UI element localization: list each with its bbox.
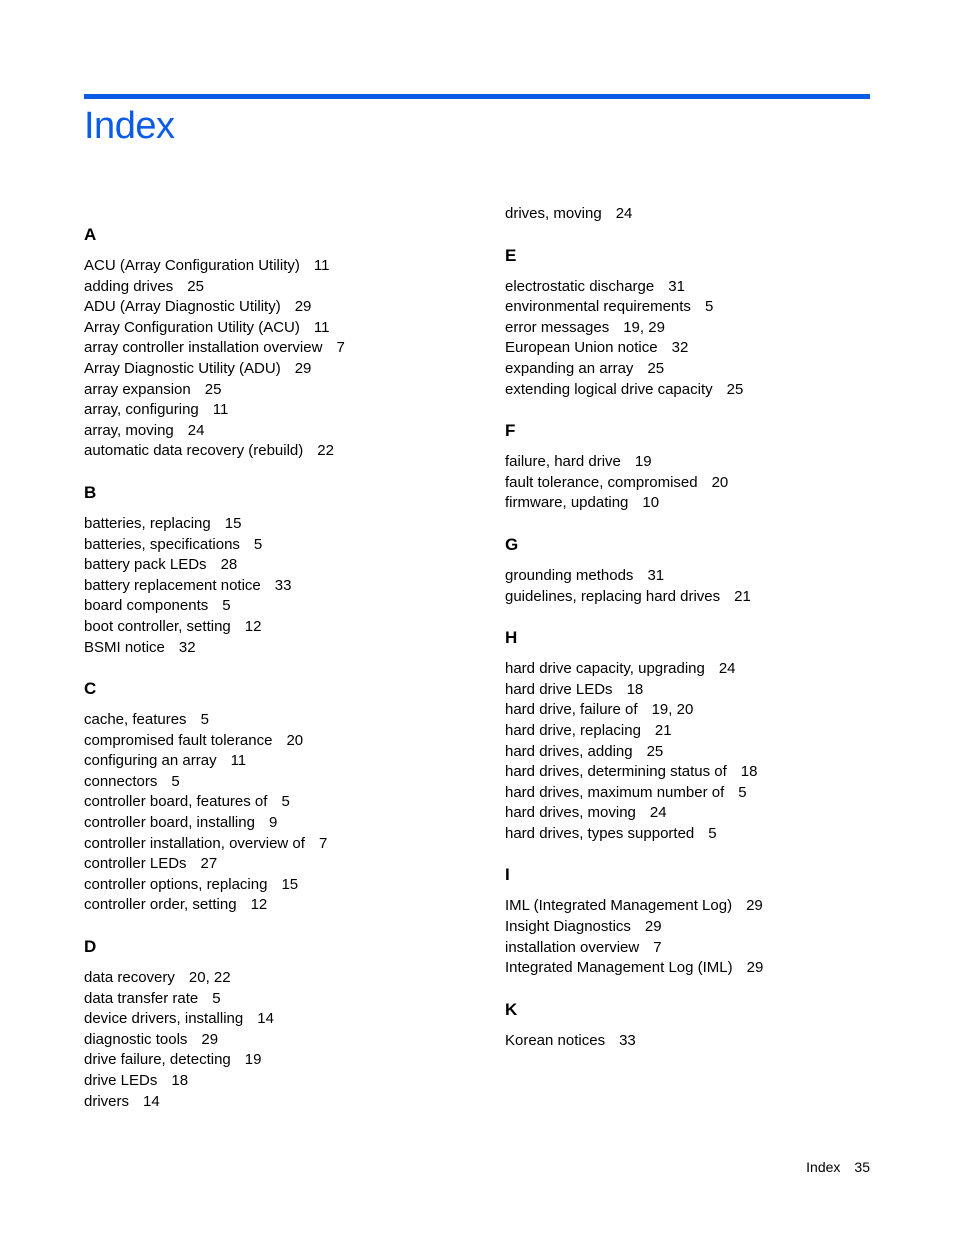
index-entry <box>84 1050 484 1071</box>
index-term: controller board, installing <box>84 814 255 832</box>
index-term: error messages <box>505 318 610 336</box>
index-entry <box>84 772 484 793</box>
index-column-left <box>84 224 484 1132</box>
index-entry <box>84 968 484 989</box>
page-title: Index <box>84 105 175 147</box>
page-reference[interactable]: 25 <box>726 380 744 398</box>
index-term: boot controller, setting <box>84 617 231 635</box>
index-term: compromised fault tolerance <box>84 731 273 749</box>
index-term: battery pack LEDs <box>84 556 207 574</box>
index-entry <box>84 338 484 359</box>
index-term: data transfer rate <box>84 989 199 1007</box>
index-entry <box>505 452 905 473</box>
index-entry <box>84 1092 484 1113</box>
index-term: hard drives, maximum number of <box>505 783 725 801</box>
index-entry <box>84 854 484 875</box>
index-term: array, moving <box>84 421 174 439</box>
index-entry <box>505 659 905 680</box>
index-entry <box>505 277 905 298</box>
index-column-right <box>505 204 905 1071</box>
index-entry <box>84 1009 484 1030</box>
index-entry <box>505 742 905 763</box>
index-entry <box>505 721 905 742</box>
index-entry <box>505 680 905 701</box>
page-reference[interactable]: 11 <box>230 752 247 770</box>
page-reference[interactable]: 33 <box>274 576 292 594</box>
index-entry <box>505 824 905 845</box>
index-term: adding drives <box>84 277 174 295</box>
page-reference[interactable]: 18 <box>626 680 644 698</box>
footer-label: Index <box>806 1159 841 1175</box>
index-term: drives, moving <box>505 205 602 222</box>
index-entry <box>505 917 905 938</box>
index-entry <box>84 256 484 277</box>
index-term: controller options, replacing <box>84 875 268 893</box>
page-reference[interactable]: 14 <box>143 1092 160 1110</box>
index-term: hard drives, determining status of <box>505 763 727 781</box>
page-reference[interactable]: 7 <box>336 339 345 357</box>
index-entry <box>505 700 905 721</box>
continued-entries <box>505 204 905 225</box>
index-entry <box>505 1031 905 1052</box>
index-entry <box>84 359 484 380</box>
index-entry <box>505 958 905 979</box>
index-term: board components <box>84 597 209 615</box>
index-term: extending logical drive capacity <box>505 380 713 398</box>
index-group <box>505 245 905 401</box>
page-reference[interactable]: 18 <box>740 763 758 781</box>
page-reference[interactable]: 5 <box>708 824 717 842</box>
index-entry <box>84 576 484 597</box>
index-entry <box>505 493 905 514</box>
page-reference[interactable]: 32 <box>178 638 196 656</box>
index-entry <box>84 813 484 834</box>
index-term: batteries, specifications <box>84 535 240 553</box>
page-reference[interactable]: 29 <box>294 359 312 377</box>
page-reference[interactable]: 27 <box>200 855 218 873</box>
index-term: connectors <box>84 772 158 790</box>
page-reference[interactable]: 20, 22 <box>188 969 231 987</box>
index-term: cache, features <box>84 711 187 729</box>
index-entry <box>84 617 484 638</box>
page-reference[interactable]: 15 <box>224 514 242 532</box>
index-term: hard drives, moving <box>505 804 636 822</box>
page-reference[interactable]: 29 <box>746 897 763 915</box>
page-reference[interactable]: 33 <box>619 1031 636 1049</box>
index-term: ADU (Array Diagnostic Utility) <box>84 298 281 316</box>
index-term: controller LEDs <box>84 855 187 873</box>
index-term: hard drive, replacing <box>505 721 641 739</box>
index-term: drive LEDs <box>84 1072 158 1089</box>
index-entry <box>505 297 905 318</box>
index-term: hard drive, failure of <box>505 701 638 719</box>
index-letter-heading: C <box>84 679 97 699</box>
index-term: hard drives, types supported <box>505 824 695 842</box>
page-reference[interactable]: 11 <box>212 401 229 419</box>
page-reference[interactable]: 32 <box>671 339 689 357</box>
page-reference[interactable]: 20 <box>286 731 304 749</box>
page-reference[interactable]: 12 <box>250 896 268 914</box>
index-entry <box>505 380 905 401</box>
page-reference[interactable]: 11 <box>313 257 330 274</box>
index-term: European Union notice <box>505 339 658 357</box>
index-term: fault tolerance, compromised <box>505 473 698 491</box>
index-entry <box>505 359 905 380</box>
index-entry <box>84 514 484 535</box>
index-group <box>505 627 905 844</box>
page-reference[interactable]: 31 <box>668 277 685 295</box>
index-term: array, configuring <box>84 401 199 419</box>
index-entry <box>84 596 484 617</box>
index-term: Insight Diagnostics <box>505 918 631 936</box>
index-entry <box>84 834 484 855</box>
page-reference[interactable]: 11 <box>313 318 330 336</box>
index-term: data recovery <box>84 969 175 987</box>
index-term: array controller installation overview <box>84 339 323 357</box>
page-reference[interactable]: 5 <box>171 772 180 790</box>
index-entry <box>84 318 484 339</box>
index-entry <box>84 1071 484 1092</box>
page-reference[interactable]: 5 <box>704 298 714 316</box>
page-reference[interactable]: 21 <box>734 587 751 605</box>
index-term: environmental requirements <box>505 298 691 316</box>
page-reference[interactable]: 24 <box>649 804 667 822</box>
index-term: hard drives, adding <box>505 742 633 760</box>
page-reference[interactable]: 7 <box>653 938 662 956</box>
index-term: BSMI notice <box>84 638 165 656</box>
index-letter-heading: H <box>505 628 518 648</box>
page-reference[interactable]: 19, 29 <box>623 318 665 336</box>
index-letter-heading: I <box>505 865 510 885</box>
index-term: device drivers, installing <box>84 1010 244 1028</box>
index-group <box>505 864 905 978</box>
page-reference[interactable]: 10 <box>642 494 660 512</box>
index-term: drive failure, detecting <box>84 1051 231 1069</box>
index-term: hard drive capacity, upgrading <box>505 660 705 678</box>
page-reference[interactable]: 5 <box>253 535 263 553</box>
index-entry <box>505 204 905 225</box>
index-term: controller order, setting <box>84 896 237 914</box>
index-entry <box>84 535 484 556</box>
index-entry <box>84 1030 484 1051</box>
index-term: automatic data recovery (rebuild) <box>84 442 304 460</box>
index-entry <box>84 555 484 576</box>
index-term: hard drive LEDs <box>505 680 613 698</box>
index-entry <box>84 400 484 421</box>
index-entry <box>84 710 484 731</box>
page-reference[interactable]: 21 <box>654 721 672 739</box>
index-letter-heading: E <box>505 245 517 265</box>
page-reference[interactable]: 5 <box>212 989 221 1007</box>
index-term: electrostatic discharge <box>505 277 655 295</box>
page-reference[interactable]: 9 <box>268 814 278 832</box>
index-entry <box>84 875 484 896</box>
page-reference[interactable]: 5 <box>738 783 747 801</box>
index-entry <box>84 277 484 298</box>
page-reference[interactable]: 24 <box>187 421 205 439</box>
index-letter-heading: A <box>84 225 97 244</box>
index-term: expanding an array <box>505 359 634 377</box>
index-group <box>84 678 484 916</box>
page-reference[interactable]: 7 <box>318 834 328 852</box>
page-reference[interactable]: 19, 20 <box>651 701 694 719</box>
page-reference[interactable]: 25 <box>187 277 204 295</box>
page-reference[interactable]: 22 <box>317 442 334 460</box>
page-reference[interactable]: 19 <box>634 453 652 471</box>
index-entry <box>84 731 484 752</box>
page-reference[interactable]: 5 <box>281 793 290 811</box>
index-term: Array Configuration Utility (ACU) <box>84 318 300 336</box>
page-footer <box>806 1158 870 1176</box>
index-letter-heading: K <box>505 999 518 1019</box>
index-term: Array Diagnostic Utility (ADU) <box>84 359 281 377</box>
page-reference[interactable]: 24 <box>615 205 633 222</box>
index-group <box>84 482 484 658</box>
title-rule <box>84 94 870 99</box>
page-reference[interactable]: 14 <box>257 1010 274 1028</box>
index-letter-heading: B <box>84 482 97 502</box>
index-entry <box>505 803 905 824</box>
index-term: IML (Integrated Management Log) <box>505 897 733 915</box>
index-term: grounding methods <box>505 566 634 584</box>
index-entry <box>505 473 905 494</box>
index-entry <box>84 751 484 772</box>
index-entry <box>505 566 905 587</box>
index-term: failure, hard drive <box>505 453 621 471</box>
index-entry <box>84 638 484 659</box>
page-reference[interactable]: 29 <box>294 298 312 316</box>
index-group <box>505 999 905 1052</box>
index-term: drivers <box>84 1092 130 1110</box>
page-reference[interactable]: 25 <box>646 742 664 760</box>
index-entry <box>84 297 484 318</box>
page-reference[interactable]: 24 <box>718 660 736 678</box>
index-letter-heading: D <box>84 937 97 957</box>
page-reference[interactable]: 29 <box>201 1030 219 1048</box>
index-entry <box>505 783 905 804</box>
index-group <box>84 936 484 1112</box>
index-letter-heading: G <box>505 534 519 554</box>
page-reference[interactable]: 25 <box>647 359 665 377</box>
index-entry <box>505 338 905 359</box>
index-entry <box>84 895 484 916</box>
index-term: array expansion <box>84 380 191 398</box>
index-group <box>84 224 484 462</box>
index-term: controller installation, overview of <box>84 834 305 852</box>
index-entry <box>505 318 905 339</box>
page-reference[interactable]: 5 <box>222 597 231 615</box>
page-reference[interactable]: 12 <box>244 617 262 635</box>
index-entry <box>84 792 484 813</box>
index-term: Korean notices <box>505 1031 606 1049</box>
index-letter-heading: F <box>505 421 516 441</box>
page-reference[interactable]: 29 <box>644 918 662 936</box>
index-entry <box>505 587 905 608</box>
index-term: guidelines, replacing hard drives <box>505 587 721 605</box>
index-entry <box>84 989 484 1010</box>
index-term: installation overview <box>505 938 640 956</box>
page-number: 35 <box>854 1159 870 1175</box>
index-entry <box>505 896 905 917</box>
page-reference[interactable]: 31 <box>647 566 665 584</box>
index-term: controller board, features of <box>84 793 268 811</box>
page-reference[interactable]: 18 <box>171 1072 189 1089</box>
index-term: battery replacement notice <box>84 576 261 594</box>
page-reference[interactable]: 5 <box>200 711 209 729</box>
page-reference[interactable]: 15 <box>281 875 299 893</box>
index-term: batteries, replacing <box>84 514 211 532</box>
index-group <box>505 534 905 607</box>
page-reference[interactable]: 29 <box>746 959 764 977</box>
index-term: configuring an array <box>84 752 217 770</box>
index-entry <box>84 441 484 462</box>
page-reference[interactable]: 28 <box>220 556 238 574</box>
index-term: Integrated Management Log (IML) <box>505 959 733 977</box>
index-term: diagnostic tools <box>84 1030 188 1048</box>
index-term: ACU (Array Configuration Utility) <box>84 257 300 274</box>
index-entry <box>505 938 905 959</box>
page-reference[interactable]: 19 <box>244 1051 262 1069</box>
index-term: firmware, updating <box>505 494 629 512</box>
index-entry <box>505 762 905 783</box>
index-group <box>505 420 905 514</box>
page-reference[interactable]: 20 <box>711 473 729 491</box>
page-reference[interactable]: 25 <box>204 380 222 398</box>
index-entry <box>84 380 484 401</box>
index-entry <box>84 421 484 442</box>
